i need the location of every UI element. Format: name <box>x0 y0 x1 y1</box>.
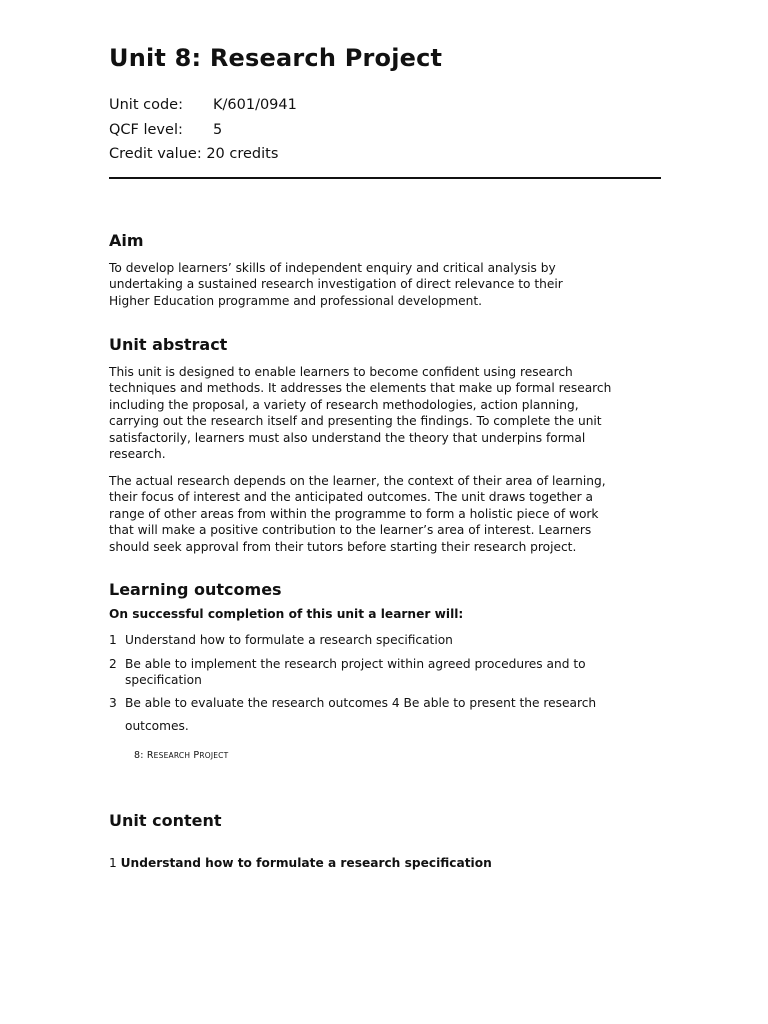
outcome-number: 3 <box>109 696 117 710</box>
outcome-text: Understand how to formulate a research specification <box>125 633 453 647</box>
unit-code-row <box>109 93 297 118</box>
outcome-item-2 <box>109 656 629 689</box>
content-heading: Unit content <box>109 811 222 830</box>
unit-code-label: Unit code: <box>109 97 183 113</box>
outcome-text: Be able to evaluate the research outcomes 4 Be able to present the research <box>125 696 597 710</box>
abstract-line: The actual research depends on the learner, the context of their area of learning, <box>109 474 606 488</box>
abstract-line: that will make a positive contribution to the learner’s area of interest. Learners <box>109 523 592 538</box>
aim-line: Higher Education programme and professional development. <box>109 293 483 308</box>
content-item-1 <box>109 856 492 870</box>
running-head-mid: P <box>190 750 200 761</box>
running-head-smallcaps-1: ESEARCH <box>153 751 191 760</box>
outcome-number: 1 <box>109 633 117 647</box>
unit-meta <box>109 93 297 167</box>
credit-value-row <box>109 142 297 167</box>
outcome-item-3 <box>109 695 629 735</box>
abstract-line: their focus of interest and the anticipated outcomes. The unit draws together a <box>109 490 593 505</box>
abstract-paragraph-1 <box>109 364 629 462</box>
abstract-line: research. <box>109 447 166 462</box>
outcome-text-continued: specification <box>125 673 202 688</box>
abstract-line: satisfactorily, learners must also understand the theory that underpins formal <box>109 430 586 445</box>
abstract-line: should seek approval from their tutors before starting their research project. <box>109 539 577 554</box>
abstract-paragraph-2 <box>109 473 629 555</box>
abstract-line: including the proposal, a variety of research methodologies, action planning, <box>109 397 579 412</box>
aim-paragraph <box>109 260 629 309</box>
outcomes-heading: Learning outcomes <box>109 580 282 599</box>
qcf-level-row <box>109 118 297 143</box>
running-head-prefix: 8: R <box>134 750 154 761</box>
aim-line: undertaking a sustained research investigation of direct relevance to their <box>109 277 563 292</box>
abstract-line: carrying out the research itself and presenting the findings. To complete the unit <box>109 414 602 429</box>
outcomes-intro: On successful completion of this unit a learner will: <box>109 607 464 621</box>
content-item-number: 1 <box>109 856 117 870</box>
header-divider <box>109 177 661 179</box>
outcome-number: 2 <box>109 657 117 671</box>
abstract-line: techniques and methods. It addresses the elements that make up formal research <box>109 381 612 396</box>
aim-line: To develop learners’ skills of independent enquiry and critical analysis by <box>109 261 556 275</box>
page-title: Unit 8: Research Project <box>109 44 443 72</box>
credit-value-label: Credit value: <box>109 146 202 162</box>
abstract-heading: Unit abstract <box>109 335 228 354</box>
abstract-line: This unit is designed to enable learners to become confident using research <box>109 365 573 379</box>
running-head <box>134 750 228 761</box>
aim-heading: Aim <box>109 231 144 250</box>
running-head-smallcaps-2: ROJECT <box>199 751 229 760</box>
qcf-level-label: QCF level: <box>109 121 183 138</box>
content-item-text: Understand how to formulate a research specification <box>120 856 492 870</box>
abstract-line: range of other areas from within the programme to form a holistic piece of work <box>109 506 599 521</box>
outcome-text: Be able to implement the research project within agreed procedures and to <box>125 657 586 671</box>
unit-code-value: K/601/0941 <box>213 97 297 113</box>
credit-value-value: 20 credits <box>206 146 279 162</box>
outcome-item-1 <box>109 632 629 648</box>
outcome-text-continued: outcomes. <box>125 719 189 734</box>
qcf-level-value: 5 <box>213 121 223 138</box>
